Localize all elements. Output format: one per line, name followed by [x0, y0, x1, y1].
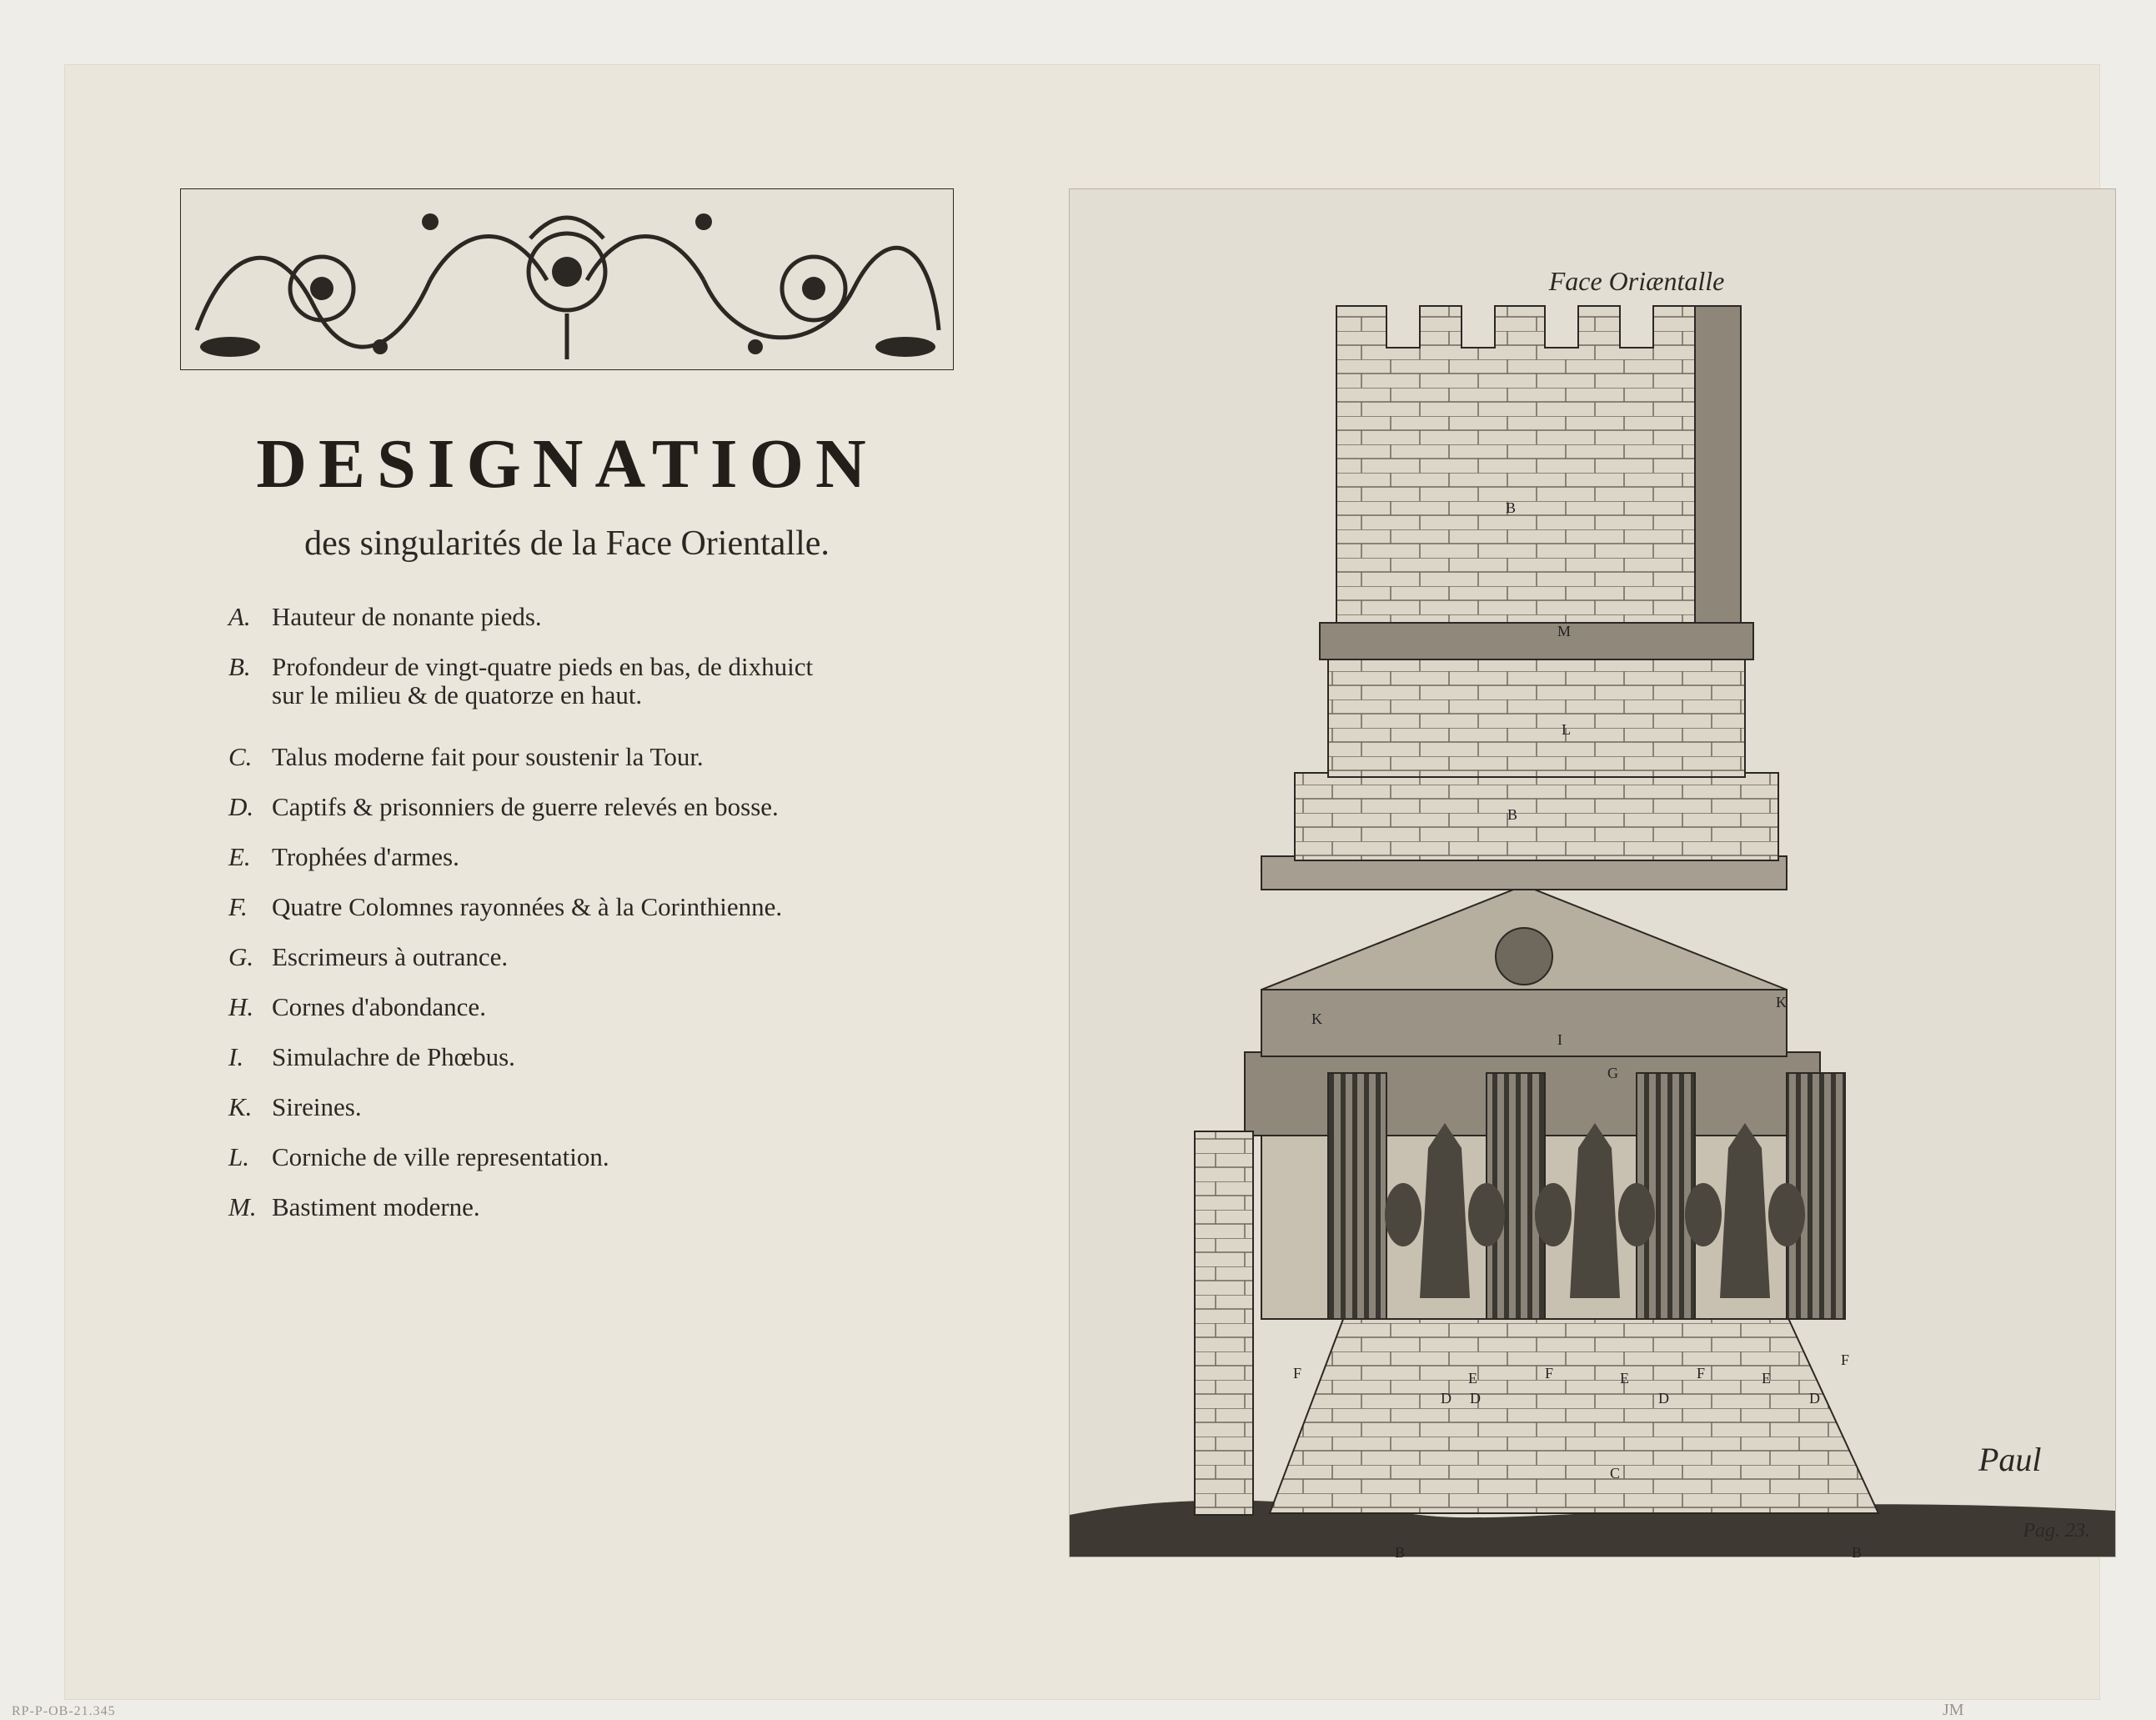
legend-letter: E. — [228, 842, 251, 871]
plate-label: C — [1610, 1465, 1621, 1482]
plate-label: G — [1607, 1065, 1618, 1081]
legend-list — [228, 603, 979, 1243]
text-page — [65, 65, 1024, 1699]
legend-text: Corniche de ville representation. — [272, 1142, 609, 1171]
legend-letter: M. — [228, 1192, 257, 1221]
legend-text: Sireines. — [272, 1092, 362, 1121]
plate-label: K — [1311, 1010, 1322, 1027]
legend-text: Quatre Colomnes rayonnées & à la Corinthienne. — [272, 892, 783, 921]
plate-label: B — [1506, 499, 1517, 516]
print-sheet — [65, 65, 2099, 1699]
plate-label: D — [1441, 1390, 1452, 1407]
page-heading: DESIGNATION — [256, 425, 878, 503]
legend-item-g — [228, 943, 979, 993]
plate-label: D — [1809, 1390, 1820, 1407]
legend-letter: F. — [228, 892, 248, 921]
legend-letter: B. — [228, 652, 251, 681]
plate-label: E — [1468, 1370, 1477, 1387]
legend-item-f — [228, 893, 979, 943]
legend-item-l — [228, 1143, 979, 1193]
corner-mark: JM — [1943, 1701, 1964, 1719]
legend-item-e — [228, 843, 979, 893]
plate-label: M — [1557, 623, 1572, 639]
legend-item-h — [228, 993, 979, 1043]
plate-label: F — [1293, 1365, 1302, 1382]
legend-letter: C. — [228, 742, 253, 771]
engraving-plate — [1069, 188, 2116, 1561]
plate-label: B — [1395, 1544, 1406, 1561]
legend-letter: I. — [228, 1042, 244, 1071]
plate-label: D — [1470, 1390, 1481, 1407]
legend-item-b — [228, 653, 979, 743]
plate-label: B — [1507, 806, 1518, 823]
page-reference: Pag. 23. — [2023, 1520, 2090, 1542]
legend-letter: G. — [228, 942, 254, 971]
legend-text: Bastiment moderne. — [272, 1192, 480, 1221]
legend-item-d — [228, 793, 979, 843]
catalog-mark: RP-P-OB-21.345 — [12, 1704, 116, 1718]
plate-label: K — [1776, 994, 1787, 1010]
legend-text: Trophées d'armes. — [272, 842, 459, 871]
legend-letter: A. — [228, 602, 251, 631]
plate-title: Face Oriæntalle — [1548, 266, 1725, 296]
legend-item-c — [228, 743, 979, 793]
legend-letter: D. — [228, 792, 254, 821]
plate-label: F — [1545, 1365, 1554, 1382]
plate-label: B — [1852, 1544, 1863, 1561]
legend-text: Talus moderne fait pour soustenir la Tour. — [272, 742, 704, 771]
legend-item-k — [228, 1093, 979, 1143]
engraver-signature: Paul — [1978, 1441, 2042, 1478]
legend-text: Profondeur de vingt-quatre pieds en bas, de dixhuict sur le milieu & de quatorze en haut. — [272, 652, 814, 710]
plate-label: L — [1562, 721, 1571, 738]
plate-label: E — [1762, 1370, 1771, 1387]
legend-letter: K. — [228, 1092, 253, 1121]
legend-letter: H. — [228, 992, 254, 1021]
legend-text: Captifs & prisonniers de guerre relevés en bosse. — [272, 792, 779, 821]
legend-text: Escrimeurs à outrance. — [272, 942, 509, 971]
plate-label: F — [1697, 1365, 1706, 1382]
legend-text: Hauteur de nonante pieds. — [272, 602, 542, 631]
decorative-headpiece — [180, 188, 954, 370]
legend-item-m — [228, 1193, 979, 1243]
plate-label: E — [1620, 1370, 1629, 1387]
legend-letter: L. — [228, 1142, 249, 1171]
legend-text: Simulachre de Phœbus. — [272, 1042, 515, 1071]
legend-item-i — [228, 1043, 979, 1093]
plate-label: F — [1841, 1351, 1850, 1368]
plate-label: I — [1557, 1031, 1562, 1048]
legend-text: Cornes d'abondance. — [272, 992, 486, 1021]
plate-label: D — [1658, 1390, 1669, 1407]
page-subheading: des singularités de la Face Orientalle. — [304, 524, 830, 563]
tower-engraving — [1070, 189, 2115, 1557]
legend-item-a — [228, 603, 979, 653]
